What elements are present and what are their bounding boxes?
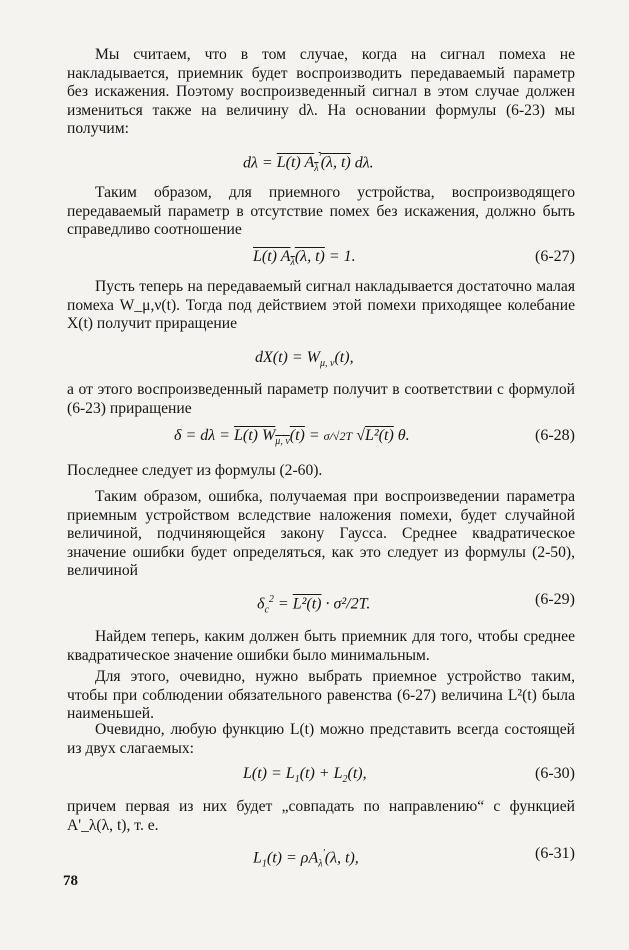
equation-7: $L_1(t) = \rho A_\lambda'(\lambda$, t), (6-31) <box>67 842 575 866</box>
paragraph-9: Очевидно, любую функцию L(t) можно представить всегда состоящей из двух слагаемых: <box>67 721 575 757</box>
paragraph-10: причем первая из них будет „совпадать по направлению“ с функцией A'_λ(λ, t), т. е. <box>67 798 575 834</box>
equation-6-number: (6-30) <box>535 765 575 782</box>
equation-1: dλ = L(t) $A_\lambda'(\lambda$, t) dλ. <box>243 153 374 175</box>
equation-5: $\delta_c^2 = L^2(t) \cdot \sigma^2/2T$. (6-29) <box>67 588 575 612</box>
equation-2: L(t) $A_\lambda(\lambda$, t) = 1. (6-27) <box>67 245 575 269</box>
paragraph-1: Мы считаем, что в том случае, когда на сигнал помеха не накладывается, приемник будет воспроизводить передаваемый параметр без искажения. Поэтому воспроизведенный сигнал в этом случае должен измениться также на величину dλ. На основании формулы (6-23) мы получим: <box>67 46 575 138</box>
equation-5-number: (6-29) <box>535 591 575 608</box>
paragraph-4: а от этого воспроизведенный параметр получит в соответствии с формулой (6-23) приращение <box>67 381 575 417</box>
paragraph-3: Пусть теперь на передаваемый сигнал накладывается достаточно малая помеха W_μ,ν(t). Тогда под действием этой помехи приходящее колебание X(t) получит приращение <box>67 278 575 333</box>
equation-3: $dX(t) = W_{\mu, \nu}(t)$, <box>255 349 354 370</box>
page-number: 78 <box>63 873 78 889</box>
paragraph-2: Таким образом, для приемного устройства, воспроизводящего передаваемый параметр в отсутствие помех без искажения, должно быть справедливо соотношение <box>67 184 575 239</box>
equation-4: δ = dλ = L(t) $W_{\mu, \nu}(t) = \sigma/√2T$ √L²(t) θ. (6-28) <box>67 424 575 448</box>
equation-6: $L(t) = L_1(t) + L_2(t)$, (6-30) <box>67 762 575 786</box>
paragraph-6: Таким образом, ошибка, получаемая при воспроизведении параметра приемным устройством вследствие наложения помехи, будет случайной величиной, подчиняющейся закону Гаусса. Среднее квадратическое значение ошибки будет определяться, как это следует из формулы (2-50), величиной <box>67 488 575 580</box>
paragraph-5: Последнее следует из формулы (2-60). <box>67 462 323 479</box>
equation-4-number: (6-28) <box>535 427 575 444</box>
equation-2-number: (6-27) <box>535 248 575 265</box>
paragraph-8: Для этого, очевидно, нужно выбрать приемное устройство таким, чтобы при соблюдении обязательного равенства (6-27) величина L²(t) была наименьшей. <box>67 668 575 723</box>
equation-7-number: (6-31) <box>535 845 575 862</box>
paragraph-7: Найдем теперь, каким должен быть приемник для того, чтобы среднее квадратическое значение ошибки было минимальным. <box>67 628 575 664</box>
